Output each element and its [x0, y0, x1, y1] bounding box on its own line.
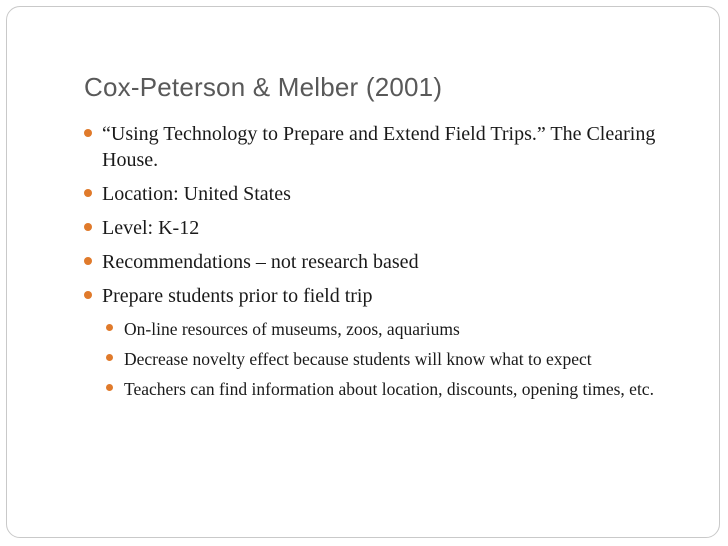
bullet-item — [84, 249, 684, 275]
bullet-dot-icon — [84, 291, 92, 299]
sub-bullet-item — [84, 347, 684, 371]
bullet-text: Level: K-12 — [102, 217, 200, 239]
bullet-item — [84, 283, 684, 309]
sub-bullet-text: On-line resources of museums, zoos, aquariums — [124, 319, 460, 339]
sub-bullet-dot-icon — [106, 354, 113, 361]
bullet-text: Recommendations – not research based — [102, 251, 419, 273]
slide-title: Cox-Peterson & Melber (2001) — [84, 72, 443, 102]
sub-bullet-text: Teachers can find information about location, discounts, opening times, etc. — [124, 379, 654, 399]
bullet-text: Location: United States — [102, 183, 291, 205]
bullet-dot-icon — [84, 189, 92, 197]
sub-bullet-item — [84, 317, 684, 341]
bullet-dot-icon — [84, 257, 92, 265]
bullet-dot-icon — [84, 129, 92, 137]
sub-bullet-text: Decrease novelty effect because students will know what to expect — [124, 349, 592, 369]
bullet-text: “Using Technology to Prepare and Extend Field Trips.” The Clearing House. — [102, 123, 656, 171]
sub-bullet-item — [84, 377, 684, 401]
sub-bullet-dot-icon — [106, 324, 113, 331]
sub-bullet-dot-icon — [106, 384, 113, 391]
bullet-item — [84, 121, 684, 173]
bullet-item — [84, 215, 684, 241]
bullet-dot-icon — [84, 223, 92, 231]
bullet-list — [84, 121, 684, 407]
bullet-item — [84, 181, 684, 207]
bullet-text: Prepare students prior to field trip — [102, 285, 373, 307]
